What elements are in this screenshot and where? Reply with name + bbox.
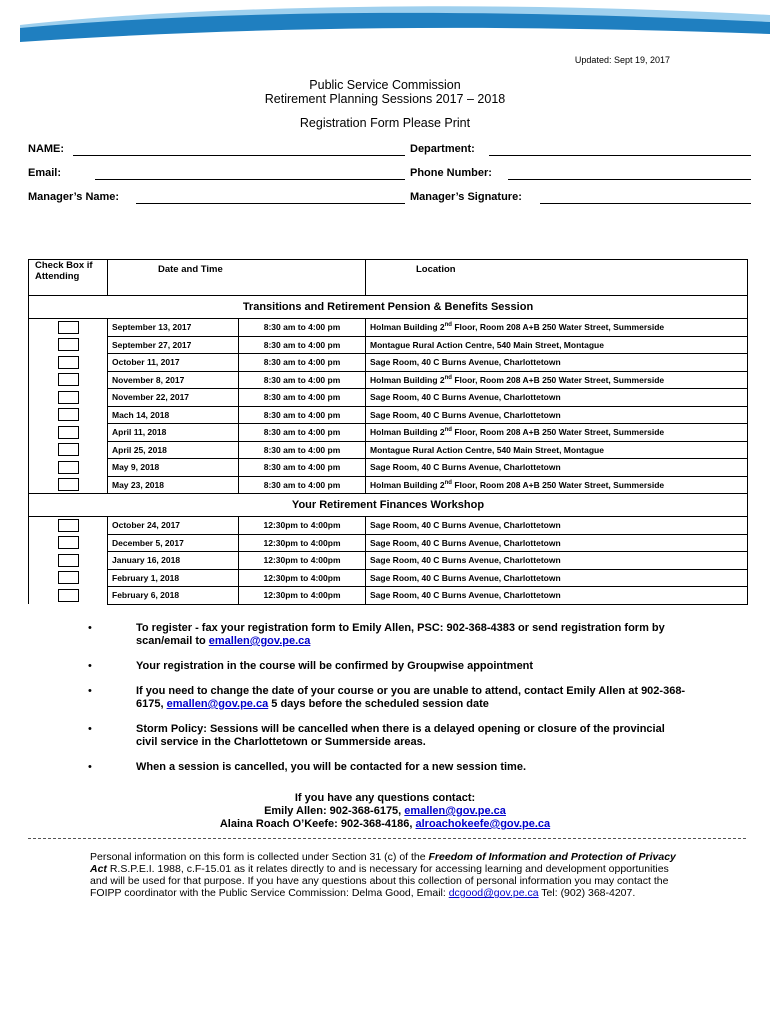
table-row — [29, 587, 748, 605]
section-title: Transitions and Retirement Pension & Benefits Session — [29, 296, 748, 319]
attend-checkbox[interactable] — [58, 408, 79, 421]
email-link[interactable]: emallen@gov.pe.ca — [208, 635, 311, 647]
instruction-item: • Your registration in the course will be confirmed by Groupwise appointment — [88, 660, 534, 672]
contact-line: Alaina Roach O’Keefe: 902-368-4186, alroachokeefe@gov.pe.ca — [219, 818, 551, 830]
checkbox-cell — [29, 569, 108, 587]
attend-checkbox[interactable] — [58, 519, 79, 532]
checkbox-cell — [29, 336, 108, 354]
session-time: 8:30 am to 4:00 pm — [239, 371, 366, 389]
session-date: January 16, 2018 — [108, 552, 239, 570]
session-date: February 6, 2018 — [108, 587, 239, 605]
email-link[interactable]: alroachokeefe@gov.pe.ca — [415, 818, 551, 830]
table-row — [29, 569, 748, 587]
bullet-icon: • — [88, 622, 92, 634]
header-banner — [0, 0, 770, 60]
checkbox-cell — [29, 406, 108, 424]
table-row — [29, 336, 748, 354]
privacy-notice: Personal information on this form is collected under Section 31 (c) of the Freedom of Information and Protection of Privacy Act R.S.P.E.I. 1988, c.F-15.01 as it relates directly to and is necessary for accessing learning and development opportunities and will be used for that purpose. If you have any questions about this collection of personal information you may contact the FOIPP coordinator with the Public Service Commission: Delma Good, Email: dcgood@gov.pe.ca Tel: (902) 368-4207. — [90, 851, 676, 899]
bullet-icon: • — [88, 723, 92, 735]
checkbox-cell — [29, 424, 108, 442]
table-row — [29, 389, 748, 407]
section-title: Your Retirement Finances Workshop — [29, 494, 748, 517]
manager-signature-label: Manager’s Signature: — [410, 191, 522, 203]
manager-signature-field[interactable] — [540, 203, 751, 204]
instructions-list — [88, 622, 688, 786]
session-time: 8:30 am to 4:00 pm — [239, 336, 366, 354]
form-title: Registration Form Please Print — [299, 116, 471, 130]
session-location: Holman Building 2nd Floor, Room 208 A+B 250 Water Street, Summerside — [366, 371, 748, 389]
table-row — [29, 459, 748, 477]
checkbox-cell — [29, 354, 108, 372]
session-location: Sage Room, 40 C Burns Avenue, Charlottetown — [366, 389, 748, 407]
attend-checkbox[interactable] — [58, 571, 79, 584]
checkbox-cell — [29, 319, 108, 337]
updated-date: Updated: Sept 19, 2017 — [574, 55, 670, 65]
table-row — [29, 441, 748, 459]
manager-name-label: Manager’s Name: — [28, 191, 120, 203]
instruction-item: • If you need to change the date of your course or you are unable to attend, contact Emily Allen at 902-368-6175, emallen@gov.pe.ca 5 days before the scheduled session date — [88, 685, 686, 710]
session-location: Sage Room, 40 C Burns Avenue, Charlottetown — [366, 587, 748, 605]
sessions-body — [29, 296, 748, 605]
session-date: April 25, 2018 — [108, 441, 239, 459]
table-row — [29, 552, 748, 570]
session-time: 12:30pm to 4:00pm — [239, 534, 366, 552]
checkbox-cell — [29, 476, 108, 494]
table-row — [29, 476, 748, 494]
table-row — [29, 371, 748, 389]
session-time: 8:30 am to 4:00 pm — [239, 441, 366, 459]
session-time: 8:30 am to 4:00 pm — [239, 319, 366, 337]
session-location: Sage Room, 40 C Burns Avenue, Charlottetown — [366, 459, 748, 477]
org-title: Public Service Commission — [309, 78, 461, 92]
checkbox-cell — [29, 517, 108, 535]
manager-name-field[interactable] — [136, 203, 405, 204]
attend-checkbox[interactable] — [58, 589, 79, 602]
instruction-item: • When a session is cancelled, you will be contacted for a new session time. — [88, 761, 527, 773]
bullet-icon: • — [88, 685, 92, 697]
attend-checkbox[interactable] — [58, 443, 79, 456]
session-time: 12:30pm to 4:00pm — [239, 569, 366, 587]
session-date: December 5, 2017 — [108, 534, 239, 552]
location-header: Location — [366, 260, 748, 296]
email-label: Email: — [28, 167, 62, 179]
checkbox-cell — [29, 459, 108, 477]
attend-checkbox[interactable] — [58, 478, 79, 491]
session-date: October 24, 2017 — [108, 517, 239, 535]
session-time: 8:30 am to 4:00 pm — [239, 476, 366, 494]
table-row — [29, 354, 748, 372]
session-location: Holman Building 2nd Floor, Room 208 A+B 250 Water Street, Summerside — [366, 319, 748, 337]
act-name: Freedom of Information and Protection of Privacy Act — [90, 851, 676, 875]
table-row — [29, 424, 748, 442]
session-time: 8:30 am to 4:00 pm — [239, 354, 366, 372]
check-header: Check Box if Attending — [29, 260, 108, 296]
attend-checkbox[interactable] — [58, 338, 79, 351]
session-time: 12:30pm to 4:00pm — [239, 552, 366, 570]
session-location: Sage Room, 40 C Burns Avenue, Charlottetown — [366, 569, 748, 587]
department-label: Department: — [410, 143, 475, 155]
table-header — [29, 260, 748, 296]
session-location: Holman Building 2nd Floor, Room 208 A+B 250 Water Street, Summerside — [366, 424, 748, 442]
checkbox-cell — [29, 552, 108, 570]
attend-checkbox[interactable] — [58, 426, 79, 439]
sessions-table — [28, 259, 748, 605]
phone-label: Phone Number: — [410, 167, 492, 179]
department-field[interactable] — [489, 155, 751, 156]
checkbox-cell — [29, 441, 108, 459]
session-location: Montague Rural Action Centre, 540 Main Street, Montague — [366, 441, 748, 459]
checkbox-cell — [29, 587, 108, 605]
checkbox-cell — [29, 371, 108, 389]
email-field[interactable] — [95, 179, 405, 180]
session-time: 12:30pm to 4:00pm — [239, 517, 366, 535]
table-row — [29, 406, 748, 424]
session-location: Sage Room, 40 C Burns Avenue, Charlottetown — [366, 534, 748, 552]
table-row — [29, 517, 748, 535]
email-link[interactable]: emallen@gov.pe.ca — [166, 698, 269, 710]
attend-checkbox[interactable] — [58, 391, 79, 404]
session-location: Montague Rural Action Centre, 540 Main Street, Montague — [366, 336, 748, 354]
section-header-row — [29, 296, 748, 319]
email-link[interactable]: dcgood@gov.pe.ca — [448, 887, 539, 899]
instruction-item: • Storm Policy: Sessions will be cancelled when there is a delayed opening or closure of the provincial civil service in the Charlottetown or Summerside areas. — [88, 723, 665, 748]
attend-checkbox[interactable] — [58, 554, 79, 567]
attend-checkbox[interactable] — [58, 536, 79, 549]
session-date: May 23, 2018 — [108, 476, 239, 494]
session-date: Mach 14, 2018 — [108, 406, 239, 424]
divider — [28, 838, 746, 839]
attend-checkbox[interactable] — [58, 461, 79, 474]
session-date: November 22, 2017 — [108, 389, 239, 407]
bullet-icon: • — [88, 761, 92, 773]
name-label: NAME: — [28, 143, 65, 155]
session-time: 8:30 am to 4:00 pm — [239, 406, 366, 424]
session-location: Sage Room, 40 C Burns Avenue, Charlottetown — [366, 406, 748, 424]
session-date: November 8, 2017 — [108, 371, 239, 389]
session-time: 8:30 am to 4:00 pm — [239, 389, 366, 407]
session-date: February 1, 2018 — [108, 569, 239, 587]
phone-field[interactable] — [508, 179, 751, 180]
session-date: September 27, 2017 — [108, 336, 239, 354]
bullet-icon: • — [88, 660, 92, 672]
session-location: Sage Room, 40 C Burns Avenue, Charlottetown — [366, 354, 748, 372]
contact-block — [0, 792, 770, 831]
session-location: Sage Room, 40 C Burns Avenue, Charlottetown — [366, 517, 748, 535]
checkbox-cell — [29, 389, 108, 407]
session-date: April 11, 2018 — [108, 424, 239, 442]
table-row — [29, 534, 748, 552]
contact-line: Emily Allen: 902-368-6175, emallen@gov.pe.ca — [264, 805, 506, 817]
session-date: October 11, 2017 — [108, 354, 239, 372]
session-location: Sage Room, 40 C Burns Avenue, Charlottetown — [366, 552, 748, 570]
section-header-row — [29, 494, 748, 517]
contact-heading: If you have any questions contact: — [294, 792, 476, 804]
attend-checkbox[interactable] — [58, 373, 79, 386]
instruction-item: • To register - fax your registration form to Emily Allen, PSC: 902-368-4383 or send registration form by scan/email to emallen@gov.pe.ca — [88, 622, 665, 647]
table-row — [29, 319, 748, 337]
session-date: May 9, 2018 — [108, 459, 239, 477]
date-time-header: Date and Time — [108, 260, 366, 296]
checkbox-cell — [29, 534, 108, 552]
session-location: Holman Building 2nd Floor, Room 208 A+B 250 Water Street, Summerside — [366, 476, 748, 494]
session-date: September 13, 2017 — [108, 319, 239, 337]
session-time: 8:30 am to 4:00 pm — [239, 424, 366, 442]
attend-checkbox[interactable] — [58, 321, 79, 334]
session-time: 8:30 am to 4:00 pm — [239, 459, 366, 477]
session-time: 12:30pm to 4:00pm — [239, 587, 366, 605]
attend-checkbox[interactable] — [58, 356, 79, 369]
page-subtitle: Retirement Planning Sessions 2017 – 2018 — [264, 92, 506, 106]
email-link[interactable]: emallen@gov.pe.ca — [404, 805, 506, 817]
name-field[interactable] — [73, 155, 405, 156]
